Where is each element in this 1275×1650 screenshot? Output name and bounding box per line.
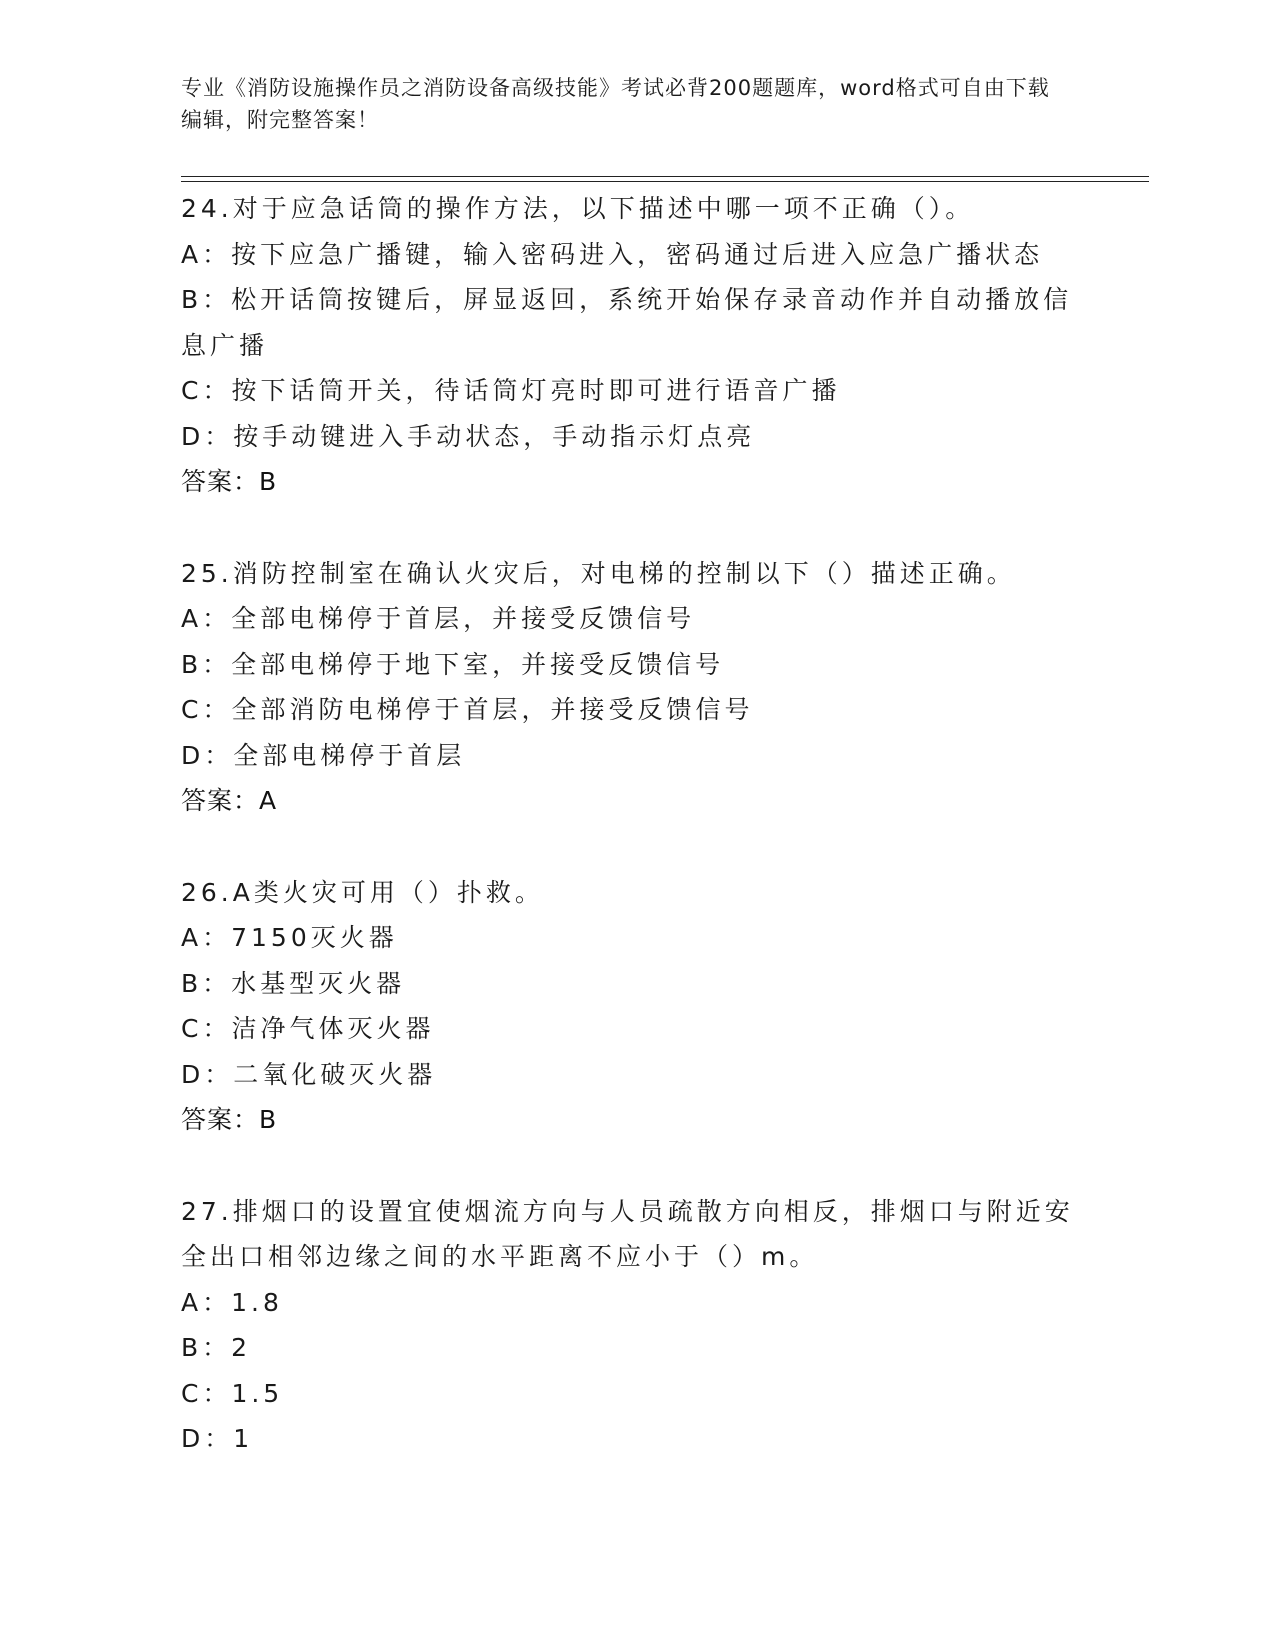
question-26 — [181, 870, 1081, 1143]
question-24 — [181, 186, 1081, 505]
header-divider-top — [181, 176, 1149, 177]
option-c: C：1.5 — [181, 1378, 284, 1408]
option-c: C：按下话筒开关，待话筒灯亮时即可进行语音广播 — [181, 376, 841, 405]
question-list — [181, 186, 1081, 1462]
option-a: A：7150灭火器 — [181, 923, 398, 952]
option-c: C：全部消防电梯停于首层，并接受反馈信号 — [181, 695, 754, 724]
answer-line: 答案：B — [181, 467, 278, 496]
option-b: B：松开话筒按键后，屏显返回，系统开始保存录音动作并自动播放信息广播 — [181, 285, 1073, 360]
option-a: A：按下应急广播键，输入密码进入，密码通过后进入应急广播状态 — [181, 239, 1044, 269]
option-d: D：全部电梯停于首层 — [181, 740, 466, 770]
option-c: C：洁净气体灭火器 — [181, 1014, 435, 1043]
question-stem: 27.排烟口的设置宜使烟流方向与人员疏散方向相反，排烟口与附近安全出口相邻边缘之间的水平距离不应小于（）m。 — [181, 1196, 1074, 1271]
option-d: D：按手动键进入手动状态，手动指示灯点亮 — [181, 421, 756, 451]
answer-line: 答案：A — [181, 786, 278, 815]
answer-line: 答案：B — [181, 1105, 278, 1134]
document-header: 专业《消防设施操作员之消防设备高级技能》考试必背200题题库，word格式可自由下载编辑，附完整答案！ — [181, 76, 1050, 132]
option-d: D：1 — [181, 1424, 254, 1453]
option-b: B：全部电梯停于地下室，并接受反馈信号 — [181, 649, 725, 679]
header-divider-bottom — [181, 181, 1149, 182]
option-a: A：全部电梯停于首层，并接受反馈信号 — [181, 604, 696, 633]
question-27 — [181, 1189, 1081, 1462]
option-b: B：2 — [181, 1333, 252, 1362]
option-a: A：1.8 — [181, 1287, 283, 1317]
question-stem: 26.A类火灾可用（）扑救。 — [181, 877, 544, 907]
question-25 — [181, 551, 1081, 824]
question-stem: 25.消防控制室在确认火灾后，对电梯的控制以下（）描述正确。 — [181, 558, 1016, 588]
option-b: B：水基型灭火器 — [181, 968, 406, 998]
question-stem: 24.对于应急话筒的操作方法，以下描述中哪一项不正确（）。 — [181, 194, 975, 223]
option-d: D：二氧化破灭火器 — [181, 1059, 437, 1089]
